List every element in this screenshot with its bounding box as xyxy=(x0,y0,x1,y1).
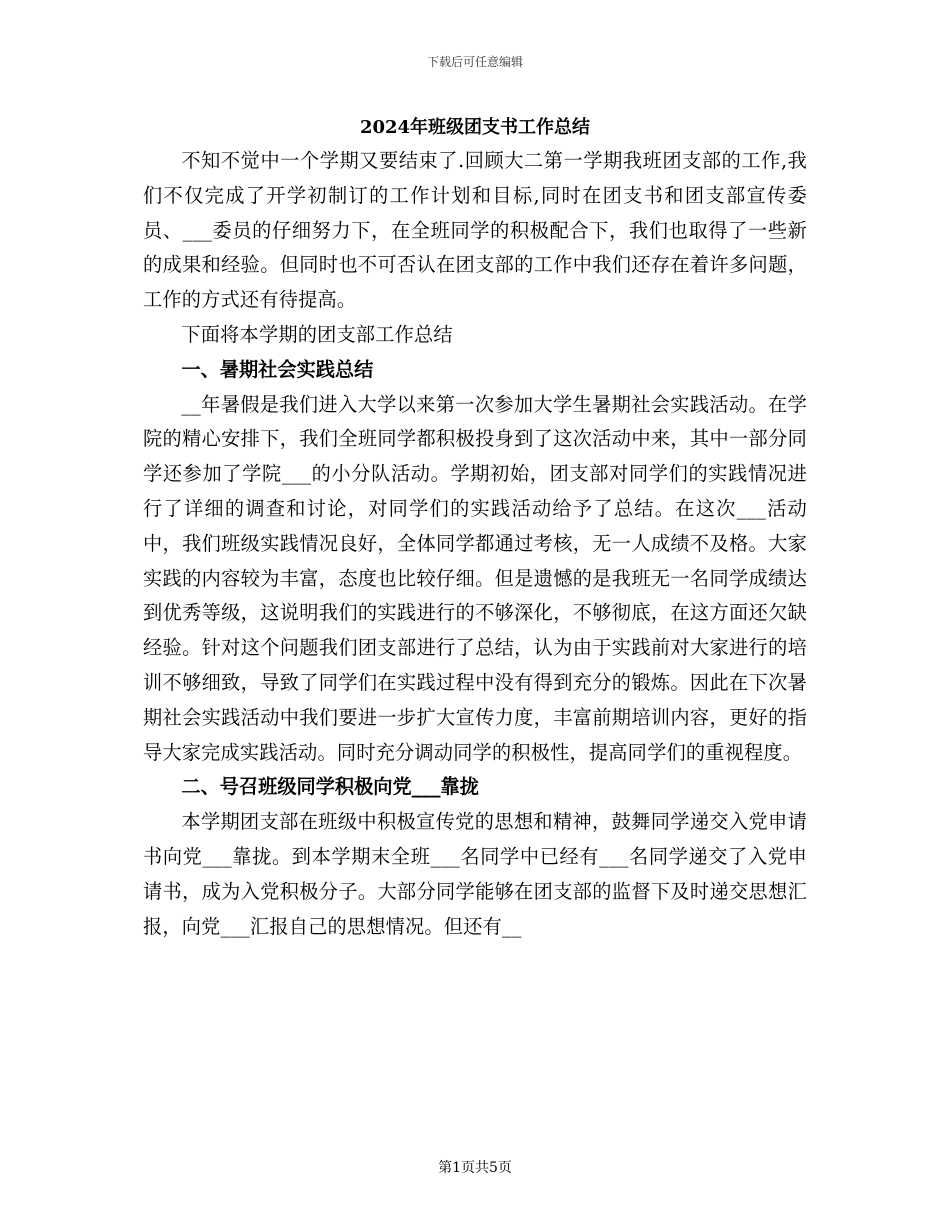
document-body xyxy=(143,112,807,944)
page-footer: 第1页共5页 xyxy=(438,1160,512,1176)
paragraph-intro: 不知不觉中一个学期又要结束了.回顾大二第一学期我班团支部的工作,我们不仅完成了开学初制订的工作计划和目标,同时在团支书和团支部宣传委员、___委员的仔细努力下，在全班同学的积极配合下，我们也取得了一些新的成果和经验。但同时也不可否认在团支部的工作中我们还存在着许多问题，工作的方式还有待提高。 xyxy=(143,149,807,312)
paragraph-summary-lead: 下面将本学期的团支部工作总结 xyxy=(181,322,453,346)
section-heading-2: 二、号召班级同学积极向党___靠拢 xyxy=(181,775,479,799)
paragraph-party-membership: 本学期团支部在班级中积极宣传党的思想和精神，鼓舞同学递交入党申请书向党___靠拢。到本学期末全班___名同学中已经有___名同学递交了入党申请书，成为入党积极分子。大部分同学能够在团支部的监督下及时递交思想汇报，向党___汇报自己的思想情况。但还有__ xyxy=(143,810,807,938)
header-note: 下载后可任意编辑 xyxy=(426,55,523,69)
paragraph-summer-practice: __年暑假是我们进入大学以来第一次参加大学生暑期社会实践活动。在学院的精心安排下，我们全班同学都积极投身到了这次活动中来，其中一部分同学还参加了学院___的小分队活动。学期初始，团支部对同学们的实践情况进行了详细的调查和讨论，对同学们的实践活动给予了总结。在这次___活动中，我们班级实践情况良好，全体同学都通过考核，无一人成绩不及格。大家实践的内容较为丰富，态度也比较仔细。但是遗憾的是我班无一名同学成绩达到优秀等级，这说明我们的实践进行的不够深化，不够彻底，在这方面还欠缺经验。针对这个问题我们团支部进行了总结，认为由于实践前对大家进行的培训不够细致，导致了同学们在实践过程中没有得到充分的锻炼。因此在下次暑期社会实践活动中我们要进一步扩大宣传力度，丰富前期培训内容，更好的指导大家完成实践活动。同时充分调动同学的积极性，提高同学们的重视程度。 xyxy=(143,392,807,764)
section-heading-1: 一、暑期社会实践总结 xyxy=(181,357,374,381)
document-title: 2024年班级团支书工作总结 xyxy=(359,117,591,138)
